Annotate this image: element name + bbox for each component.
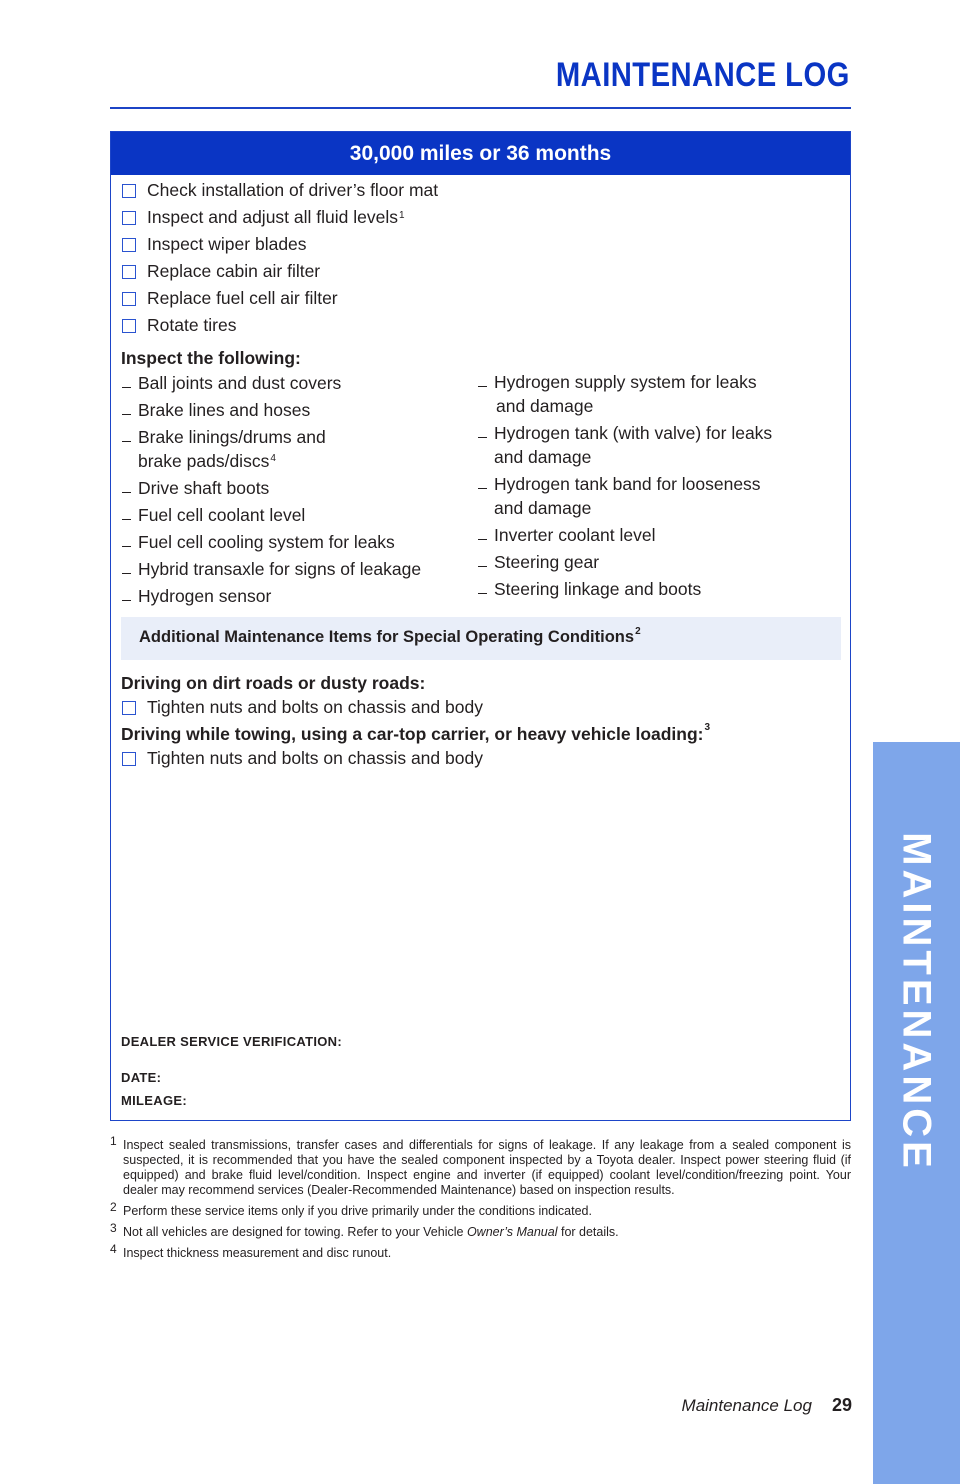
interval-banner: 30,000 miles or 36 months: [111, 132, 850, 175]
checklist-item-label: Inspect wiper blades: [147, 234, 307, 254]
footnote: 4 Inspect thickness measurement and disc runout.: [110, 1242, 392, 1260]
footnote-ref: 2: [635, 626, 641, 637]
mileage-label: MILEAGE:: [121, 1093, 187, 1108]
header-rule: [110, 107, 851, 109]
dealer-verification-label: DEALER SERVICE VERIFICATION:: [121, 1034, 342, 1049]
checklist-item-label: Replace fuel cell air filter: [147, 288, 338, 308]
checklist-item[interactable]: [122, 231, 307, 258]
footnote-ref: 4: [270, 453, 276, 464]
side-tab-label: MAINTENANCE: [894, 832, 939, 1172]
checklist-item-label: Rotate tires: [147, 315, 237, 335]
inspect-item: Brake lines and hoses: [138, 398, 310, 422]
inspect-item: Hybrid transaxle for signs of leakage: [138, 557, 421, 581]
inspect-item: Brake linings/drums and brake pads/discs$^4$: [138, 425, 326, 473]
inspect-item: Hydrogen sensor: [138, 584, 271, 608]
checklist-item-label: Replace cabin air filter: [147, 261, 321, 281]
bullet-dash: [122, 492, 131, 493]
checkbox[interactable]: [122, 238, 136, 252]
bullet-dash: [122, 414, 131, 415]
checklist-item[interactable]: [122, 177, 438, 204]
inspect-item: Inverter coolant level: [494, 523, 655, 547]
footnote: 3 Not all vehicles are designed for towing. Refer to your Vehicle Owner’s Manual for details.: [110, 1221, 619, 1239]
section-side-tab: [873, 742, 960, 1484]
footnote: 2 Perform these service items only if you drive primarily under the conditions indicated.: [110, 1200, 592, 1218]
checkbox[interactable]: [122, 211, 136, 225]
checklist-item[interactable]: [122, 258, 320, 285]
bullet-dash: [478, 566, 487, 567]
footnote: 1 Inspect sealed transmissions, transfer cases and differentials for signs of leakage. If any leakage from a sealed component is suspected, it is recommended that you have the sealed component inspected by a Toyota dealer. Inspect power steering fluid (if equipped) and brake fluid level/condition. Inspect engine and inverter (if equipped) coolant level/condition/freezing point. Your dealer may recommend services (Dealer-Recommended Maintenance) based on inspection results.: [110, 1134, 851, 1197]
inspect-item: Steering linkage and boots: [494, 577, 701, 601]
checklist-item[interactable]: [122, 312, 236, 339]
checkbox[interactable]: [122, 292, 136, 306]
inspect-item: Hydrogen tank (with valve) for leaks and damage: [494, 421, 772, 469]
bullet-dash: [478, 437, 487, 438]
checkbox[interactable]: [122, 701, 136, 715]
bullet-dash: [122, 441, 131, 442]
bullet-dash: [122, 519, 131, 520]
inspect-item: Hydrogen tank band for looseness and damage: [494, 472, 761, 520]
inspect-item: Hydrogen supply system for leaks and damage: [494, 370, 757, 418]
footnote-ref: 1: [398, 210, 405, 221]
checklist-item[interactable]: [122, 204, 405, 231]
bullet-dash: [122, 600, 131, 601]
footnote-ref: 3: [704, 722, 711, 733]
checkbox[interactable]: [122, 265, 136, 279]
checklist-item[interactable]: [122, 285, 338, 312]
page-title: MAINTENANCE LOG: [556, 56, 850, 94]
condition-heading: Driving while towing, using a car-top carrier, or heavy vehicle loading:$^3$: [121, 722, 711, 744]
manual-title: Owner’s Manual: [466, 1225, 558, 1239]
inspect-item: Drive shaft boots: [138, 476, 269, 500]
bullet-dash: [478, 488, 487, 489]
bullet-dash: [122, 546, 131, 547]
footer-section-name: Maintenance Log: [681, 1396, 812, 1415]
inspect-item: Steering gear: [494, 550, 599, 574]
checklist-item-label: Tighten nuts and bolts on chassis and body: [147, 697, 483, 717]
inspect-item: Ball joints and dust covers: [138, 371, 341, 395]
additional-heading: Additional Maintenance Items for Special Operating Conditions: [139, 628, 635, 646]
page-number: 29: [831, 1395, 852, 1415]
bullet-dash: [478, 593, 487, 594]
checklist-item-label: Check installation of driver’s floor mat: [147, 180, 439, 200]
checklist-item-label: Tighten nuts and bolts on chassis and body: [147, 748, 483, 768]
inspect-item: Fuel cell cooling system for leaks: [138, 530, 395, 554]
inspect-item: Fuel cell coolant level: [138, 503, 305, 527]
checklist-item-label: Inspect and adjust all fluid levels: [147, 207, 398, 227]
bullet-dash: [122, 387, 131, 388]
checklist-item[interactable]: [122, 745, 483, 772]
additional-maintenance-bar: [121, 617, 841, 660]
maintenance-interval-box: [110, 131, 851, 1121]
bullet-dash: [122, 573, 131, 574]
inspect-heading: Inspect the following:: [121, 348, 301, 368]
checkbox[interactable]: [122, 319, 136, 333]
bullet-dash: [478, 539, 487, 540]
footnotes: [110, 1134, 851, 1267]
checkbox[interactable]: [122, 752, 136, 766]
page-footer: [682, 1395, 852, 1416]
date-label: DATE:: [121, 1070, 162, 1085]
checklist-item[interactable]: [122, 694, 483, 721]
bullet-dash: [478, 386, 487, 387]
checkbox[interactable]: [122, 184, 136, 198]
condition-heading: Driving on dirt roads or dusty roads:: [121, 673, 426, 693]
